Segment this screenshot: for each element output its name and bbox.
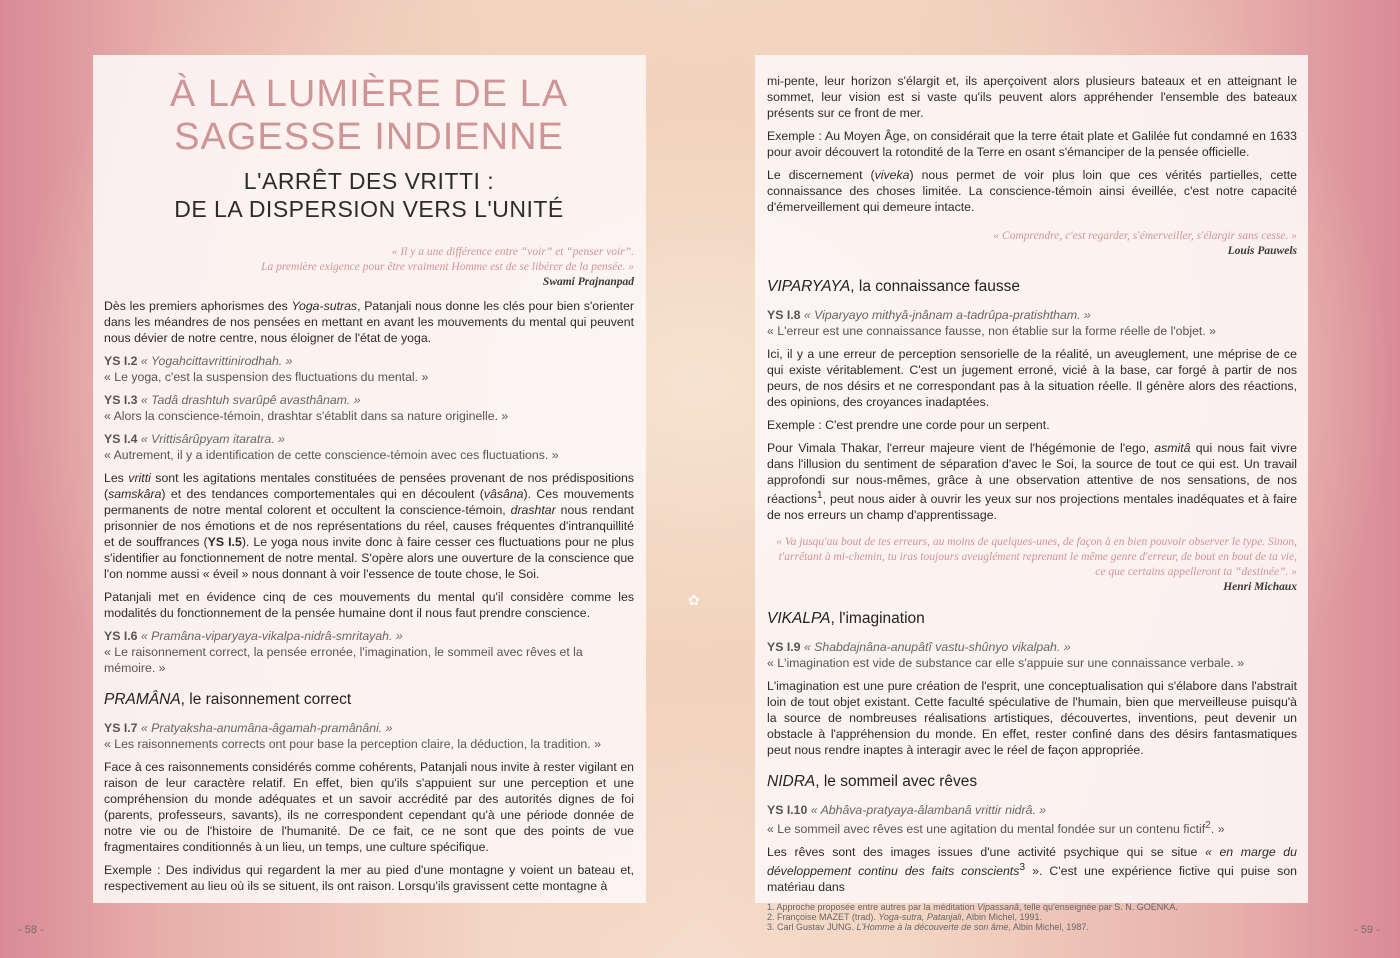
paragraph-dreams <box>767 844 1297 895</box>
sutra-block <box>104 353 634 385</box>
text: Dès les premiers aphorismes des <box>104 299 292 313</box>
footnote-marker: 3 <box>1019 862 1026 874</box>
text: Pour Vimala Thakar, l'erreur majeure vient de l'hégémonie de l'ego, <box>767 441 1155 455</box>
sutra-translation: « L'imagination est vide de substance car elle s'appuie sur une connaissance verbale. » <box>767 656 1245 671</box>
emphasis: samskâra <box>108 487 162 501</box>
emphasis: vritti <box>128 471 151 485</box>
paragraph-viveka <box>767 167 1297 215</box>
text: 2. Françoise MAZET (trad). <box>767 912 879 923</box>
sutra-block <box>104 431 634 463</box>
paragraph-example-galileo: Exemple : Au Moyen Âge, on considérait que la terre était plate et Galilée fut condamné en 1633 pour avoir découvert la rotondité de la Terre en osant s'émanciper de la pensée officielle. <box>767 129 1297 159</box>
sutra-translation: « L'erreur est une connaissance fausse, non établie sur la forme réelle de l'objet. » <box>767 324 1217 338</box>
footnote-3 <box>767 922 1297 932</box>
page-number-left: - 58 - <box>18 924 44 936</box>
sutra-sanskrit: « Vrittisârûpyam itaratra. » <box>140 432 285 446</box>
footnote-marker: 1 <box>816 490 823 501</box>
sutra-sanskrit: « Abhâva-pratyaya-âlambanâ vrittir nidrâ. » <box>810 803 1047 818</box>
sutra-ref: YS I.4 <box>104 432 138 446</box>
text: 3. Carl Gustav JUNG. <box>767 922 857 933</box>
text: 1. Approche proposée entre autres par la méditation <box>767 902 978 913</box>
quote-pauwels <box>767 229 1297 259</box>
quote-author: Swami Prajnanpad <box>542 276 634 288</box>
section-name: PRAMÂNA <box>104 691 181 708</box>
section-heading-nidra <box>767 772 1297 792</box>
section-rest: , la connaissance fausse <box>850 278 1021 295</box>
footnote-marker: 2 <box>1205 820 1211 832</box>
sutra-ref: YS I.10 <box>767 803 808 818</box>
paragraph-vritti <box>104 470 634 582</box>
quote-line-2: La première exigence pour être vraiment Homme est de se libérer de la pensée. » <box>261 261 634 273</box>
sutra-sanskrit: « Pratyaksha-anumâna-âgamah-pramânâni. » <box>140 721 393 735</box>
emphasis: drashtar <box>510 503 556 517</box>
paragraph-relative: Face à ces raisonnements considérés comme cohérents, Patanjali nous invite à rester vigilant en raison de leur caractère relatif. En effet, bien qu'ils s'appuient sur une perception et une compréhension du monde adéquates et un savoir accrédité par des autorités dignes de foi (parents, professeurs, savants), ils ne correspondent cependant qu'à une période donnée de notre vie ou de l'histoire de l'humanité. De ce fait, ce ne sont que des points de vue fragmentaires conditionnés à un lieu, un temps, une culture spécifique. <box>104 760 634 854</box>
paragraph-error: Ici, il y a une erreur de perception sensorielle de la réalité, un aveuglement, une méprise de ce qui existe véritablement. C'est un jugement erroné, vicié à la base, car forgé à partir de nos peurs, de nos désirs et ne correspondant pas à la situation réelle. Il génère alors des réactions, des opinions, des croyances inadaptées. <box>767 347 1297 409</box>
sutra-sanskrit: « Yogahcittavrittinirodhah. » <box>140 354 293 368</box>
subtitle-line-2: DE LA DISPERSION VERS L'UNITÉ <box>174 196 564 222</box>
sutra-sanskrit: « Tadâ drashtuh svarûpê avasthânam. » <box>140 393 361 407</box>
sutra-block <box>104 392 634 424</box>
section-name: VIPARYAYA <box>767 278 851 295</box>
sutra-translation: « Le yoga, c'est la suspension des fluctuations du mental. » <box>104 370 429 384</box>
text: sont les agitations mentales constituées de pensées provenant de nos prédispositions ( <box>104 471 634 501</box>
paragraph-intro <box>104 298 634 346</box>
text: , peut nous aider à ouvrir les yeux sur nos projections mentales inadéquates et à faire de nos erreurs un champ d'apprentissage. <box>767 492 1297 523</box>
quote-author: Henri Michaux <box>1223 581 1297 594</box>
paragraph-modalities: Patanjali met en évidence cinq de ces mouvements du mental qu'il considère comme les modalités du fonctionnement de la pensée humaine dont il nous faut prendre conscience. <box>104 590 634 620</box>
quote-author: Louis Pauwels <box>1227 245 1297 257</box>
text: . » <box>1210 822 1225 837</box>
sutra-ref: YS I.9 <box>767 640 801 655</box>
epigraph-quote <box>104 245 634 290</box>
sutra-translation: « Autrement, il y a identification de cette conscience-témoin avec ces fluctuations. » <box>104 448 559 462</box>
page-number-right: - 59 - <box>1354 924 1380 936</box>
title-line-1: À LA LUMIÈRE DE LA <box>169 73 569 115</box>
text: , Patanjali nous donne les clés pour bien s'orienter dans les méandres de nos pensées en mettant en avant les mouvements du mental qui peuvent nous dévier de notre centre, nous éloigner de l'état de yoga. <box>104 299 634 345</box>
text: Les <box>104 471 129 485</box>
quote-text: « Va jusqu'au bout de tes erreurs, au moins de quelques-unes, de façon à en bien pouvoir observer le type. Sinon, t'arrêtant à mi-chemin, tu iras toujours aveuglément reprenant le même genre d'erreur, de bout en bout de ta vie, ce que certains appelleront ta “destinée”. » <box>776 536 1297 579</box>
emphasis: Yoga-sutras <box>291 299 358 313</box>
emphasis: asmitâ <box>1154 441 1191 455</box>
sutra-block <box>104 720 634 752</box>
text: , Albin Michel, 1991. <box>961 912 1042 923</box>
text: , Albin Michel, 1987. <box>1008 922 1089 933</box>
right-page <box>755 55 1308 933</box>
footnote-2 <box>767 912 1297 922</box>
sutra-sanskrit: « Shabdajnâna-anupâtî vastu-shûnyo vikalpah. » <box>803 640 1071 655</box>
paragraph-imagination: L'imagination est une pure création de l'esprit, une conceptualisation qui s'élabore dans l'abstrait loin de tout objet existant. Cette faculté spéculative de l'humain, bien que merveilleuse puisqu'à la source de nombreuses réalisations artistiques, découvertes, inventions, peut devenir un obstacle à l'appréhension du monde. En effet, rester confiné dans des désirs fantasmatiques peut nous rendre inaptes à interagir avec le réel de façon appropriée. <box>767 679 1297 758</box>
emphasis: Vipassanâ <box>977 902 1020 913</box>
sutra-sanskrit: « Viparyayo mithyâ-jnânam a-tadrûpa-pratishtham. » <box>803 308 1091 322</box>
emphasis: vâsâna <box>483 487 524 501</box>
subtitle-line-1: L'ARRÊT DES VRITTI : <box>243 168 495 194</box>
text: ». C'est une expérience fictive qui puise son matériau dans <box>767 864 1297 895</box>
sutra-block <box>767 802 1297 837</box>
quote-michaux <box>767 535 1297 595</box>
sutra-translation: « Les raisonnements corrects ont pour base la perception claire, la déduction, la tradition. » <box>104 737 601 751</box>
text: qui nous fait vivre dans l'illusion du sentiment de séparation d'avec le Soi, la source de tout ce qui est. Un travail approfondi sur nous-mêmes, grâce à une observation attentive de nos sensations, de nos réactions <box>767 441 1297 507</box>
section-name: VIKALPA <box>767 610 831 628</box>
emphasis: Yoga-sutra, Patanjali <box>878 912 962 923</box>
paragraph-thakar <box>767 440 1297 523</box>
chapter-title <box>104 73 634 159</box>
section-rest: , le raisonnement correct <box>180 691 352 708</box>
paragraph-continued: mi-pente, leur horizon s'élargit et, ils aperçoivent alors plusieurs bateaux et en atteignant le sommet, leur vision est si vaste qu'ils peuvent alors appréhender l'ensemble des bateaux présents sur ce front de mer. <box>767 74 1297 120</box>
text: « Le sommeil avec rêves est une agitation du mental fondée sur un contenu fictif <box>767 822 1206 837</box>
text: Les rêves sont des images issues d'une activité psychique qui se situe <box>767 845 1205 860</box>
sutra-translation <box>767 818 1297 837</box>
text: Le discernement ( <box>767 168 875 182</box>
text: , telle qu'enseignée par S. N. GOENKA. <box>1019 902 1178 913</box>
section-heading-viparyaya <box>767 277 1297 297</box>
emphasis: viveka <box>874 168 910 182</box>
sutra-sanskrit: « Pramâna-viparyaya-vikalpa-nidrâ-smritayah. » <box>140 629 403 643</box>
quote-text: « Comprendre, c'est regarder, s'émerveiller, s'élargir sans cesse. » <box>993 230 1297 242</box>
chapter-subtitle <box>104 167 634 223</box>
section-name: NIDRA <box>767 773 816 791</box>
section-heading-vikalpa <box>767 609 1297 629</box>
section-heading-pramana <box>104 690 634 710</box>
sutra-ref: YS I.7 <box>104 721 138 735</box>
sutra-block <box>767 639 1297 671</box>
text: nous rendant prisonnier de nos émotions et de nos représentations du réel, causes fréquentes d'intranquillité et de souffrances ( <box>104 503 634 549</box>
text: ). Ces mouvements permanents de notre mental colorent et occultent la conscience-témoin, <box>104 487 634 517</box>
sutra-ref: YS I.6 <box>104 629 138 643</box>
sutra-block <box>104 628 634 676</box>
quote-line-1: « Il y a une différence entre “voir” et “penser voir”. <box>391 246 634 258</box>
section-rest: , l'imagination <box>830 610 925 628</box>
emphasis: L'Homme à la découverte de son âme <box>856 922 1009 933</box>
left-page <box>93 55 646 903</box>
emphasis: « en marge du développement continu des faits conscients <box>767 845 1297 879</box>
sutra-ref: YS I.2 <box>104 354 138 368</box>
title-line-2: SAGESSE INDIENNE <box>174 116 564 158</box>
sutra-ref-inline: YS I.5 <box>207 535 242 549</box>
sutra-translation: « Le raisonnement correct, la pensée erronée, l'imagination, le sommeil avec rêves et la mémoire. » <box>104 645 583 675</box>
text: ) et des tendances comportementales qui en découlent ( <box>161 487 484 501</box>
paragraph-example-mountain: Exemple : Des individus qui regardent la mer au pied d'une montagne y voient un bateau et, respectivement au lieu où ils se situent, ils ont raison. Lorsqu'ils gravissent cette montagne à <box>104 863 634 893</box>
section-rest: , le sommeil avec rêves <box>815 773 978 791</box>
text: ). Le yoga nous invite donc à faire cesser ces fluctuations pour ne plus s'identifier au fonctionnement de notre mental. S'opère alors une ouverture de la conscience que l'on nomme aussi « éveil » nous donnant à voir l'essence de toute chose, le Soi. <box>104 535 634 581</box>
sutra-translation: « Alors la conscience-témoin, drashtar s'établit dans sa nature originelle. » <box>104 409 509 423</box>
sutra-block <box>767 307 1297 339</box>
lotus-ornament-icon: ✿ <box>688 592 700 608</box>
footnote-1 <box>767 902 1297 912</box>
paragraph-example-rope: Exemple : C'est prendre une corde pour un serpent. <box>767 418 1050 432</box>
footnotes <box>767 902 1297 932</box>
sutra-ref: YS I.3 <box>104 393 138 407</box>
sutra-ref: YS I.8 <box>767 308 801 322</box>
text: ) nous permet de voir plus loin que ces vérités partielles, cette connaissance des choses limitée. La conscience-témoin ainsi éveillée, c'est notre capacité d'émerveillement qui demeure intacte. <box>767 168 1297 214</box>
